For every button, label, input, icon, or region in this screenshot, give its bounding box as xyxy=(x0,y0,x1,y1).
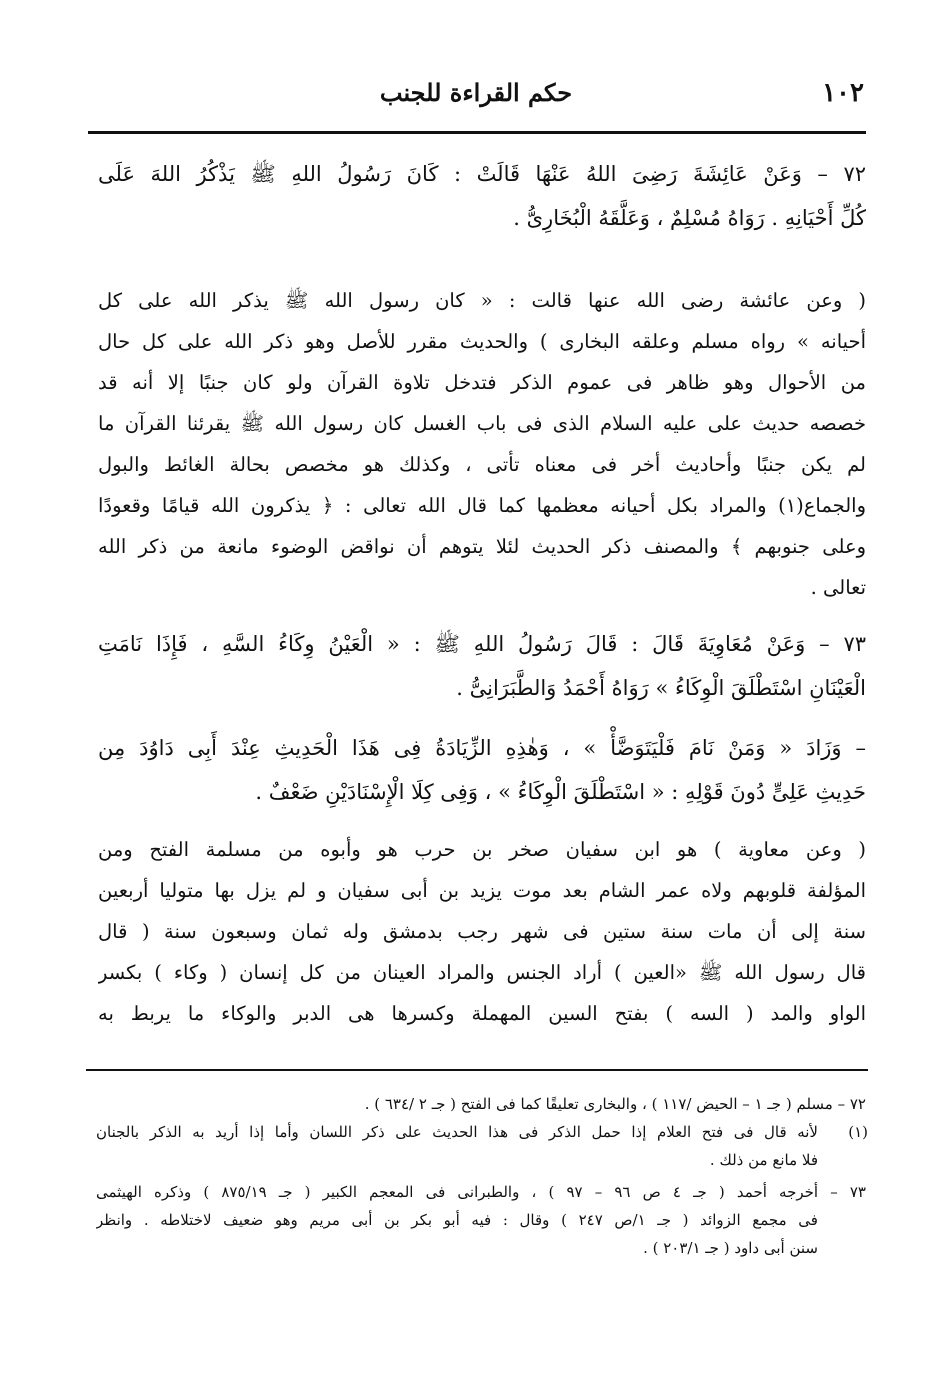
hadith-73-addendum xyxy=(98,726,866,814)
footnote-line: فى مجمع الزوائد ( جـ ١/ص ٢٤٧ ) وقال : فيه أبو بكر بن أبى مريم وهو ضعيف لاختلاطه . وانظر xyxy=(96,1211,818,1229)
page-header xyxy=(88,78,864,118)
footnote-1 xyxy=(96,1118,866,1174)
running-title: حكم القراءة للجنب xyxy=(379,78,573,107)
hadith-line: حَدِيثِ عَلِىٍّ دُونَ قَوْلِهِ : « اسْتَطْلَقَ الْوِكَاءُ » ، وَفِى كِلَا الْإِسْنَادَيْنِ ضَعْفٌ . xyxy=(255,780,866,804)
commentary-line: لم يكن جنبًا وأحاديث أخر فى معناه تأتى ، وكذلك هو مخصص بحالة الغائط والبول xyxy=(98,453,866,476)
hadith-line: ٧٣ – وَعَنْ مُعَاوِيَةَ قَالَ : قَالَ رَسُولُ اللهِ ﷺ : « الْعَيْنُ وِكَاءُ السَّهِ ، فَإِذَا نَامَتِ xyxy=(98,632,866,656)
commentary-line: خصصه حديث على عليه السلام الذى فى باب الغسل كان رسول الله ﷺ يقرئنا القرآن ما xyxy=(98,412,866,435)
commentary-line: وعلى جنوبهم ﴾ والمصنف ذكر الحديث لئلا يتوهم أن نواقض الوضوء مانعة من ذكر الله xyxy=(98,535,866,558)
page-number: ١٠٢ xyxy=(822,78,864,108)
commentary-line: الواو والمد ( السه ) بفتح السين المهملة وكسرها هى الدبر والوكاء ما يربط به xyxy=(98,1002,866,1025)
footnote-line: لأنه قال فى فتح العلام إذا حمل الذكر فى هذا الحديث على ذكر اللسان وأما إذا أريد به الذكر بالجنان xyxy=(96,1123,818,1141)
hadith-line: كُلِّ أَحْيَانِهِ . رَوَاهُ مُسْلِمٌ ، وَعَلَّقَهُ الْبُخَارِىُّ . xyxy=(513,206,866,230)
commentary-line: تعالى . xyxy=(810,576,866,599)
hadith-72 xyxy=(98,152,866,240)
hadith-line: – وَزَادَ « وَمَنْ نَامَ فَلْيَتَوَضَّأْ » ، وَهٰذِهِ الزِّيَادَةُ فِى هَذَا الْحَدِيثِ عِنْدَ أَبِى دَاوُدَ مِن xyxy=(98,736,866,760)
footnote-marker: (١) xyxy=(848,1123,868,1141)
footnote-line: سنن أبى داود ( جـ ٢٠٣/١ ) . xyxy=(643,1239,818,1257)
hadith-line: الْعَيْنَانِ اسْتَطْلَقَ الْوِكَاءُ » رَوَاهُ أَحْمَدُ وَالطَّبَرَانِىُّ . xyxy=(456,676,866,700)
commentary-line: ( وعن معاوية ) هو ابن سفيان صخر بن حرب هو وأبوه من مسلمة الفتح ومن xyxy=(98,838,866,861)
commentary-line: ( وعن عائشة رضى الله عنها قالت : « كان رسول الله ﷺ يذكر الله على كل xyxy=(98,289,866,312)
footnote-73 xyxy=(96,1178,866,1262)
footnote-72: ٧٢ – مسلم ( جـ ١ – الحيض /١١٧ ) ، والبخارى تعليقًا كما فى الفتح ( جـ ٢ /٦٣٤ ) . xyxy=(364,1095,866,1113)
commentary-72 xyxy=(98,280,866,608)
hadith-73 xyxy=(98,622,866,710)
commentary-line: سنة إلى أن مات سنة ستين فى شهر رجب بدمشق وله ثمان وسبعون سنة ( قال xyxy=(98,920,866,943)
footnote-line: ٧٣ – أخرجه أحمد ( جـ ٤ ص ٩٦ – ٩٧ ) ، والطبرانى فى المعجم الكبير ( جـ ٨٧٥/١٩ ) وذكره الهيثمى xyxy=(96,1183,866,1201)
footnotes xyxy=(96,1090,866,1262)
commentary-line: قال رسول الله ﷺ «العين ) أراد الجنس والمراد العينان من كل إنسان ( وكاء ) بكسر xyxy=(98,961,866,984)
commentary-line: أحيانه » رواه مسلم وعلقه البخارى ) والحديث مقرر للأصل وهو ذكر الله على كل حال xyxy=(98,330,866,353)
commentary-line: المؤلفة قلوبهم ولاه عمر الشام بعد موت يزيد بن أبى سفيان و لم يزل بها متوليا أربعين xyxy=(98,879,866,902)
hadith-line: ٧٢ – وَعَنْ عَائِشَةَ رَضِىَ اللهُ عَنْهَا قَالَتْ : كَانَ رَسُولُ اللهِ ﷺ يَذْكُرُ اللهَ عَلَى xyxy=(98,162,866,186)
footnote-rule xyxy=(86,1069,868,1071)
commentary-line: والجماع(١) والمراد بكل أحيانه معظمها كما قال الله تعالى : ﴿ يذكرون الله قيامًا وقعودًا xyxy=(98,494,866,517)
header-rule xyxy=(88,131,866,134)
footnote-line: فلا مانع من ذلك . xyxy=(709,1151,818,1169)
commentary-line: من الأحوال وهو ظاهر فى عموم الذكر فتدخل تلاوة القرآن ولو كان جنبًا إلا أنه قد xyxy=(98,371,866,394)
commentary-73 xyxy=(98,829,866,1034)
